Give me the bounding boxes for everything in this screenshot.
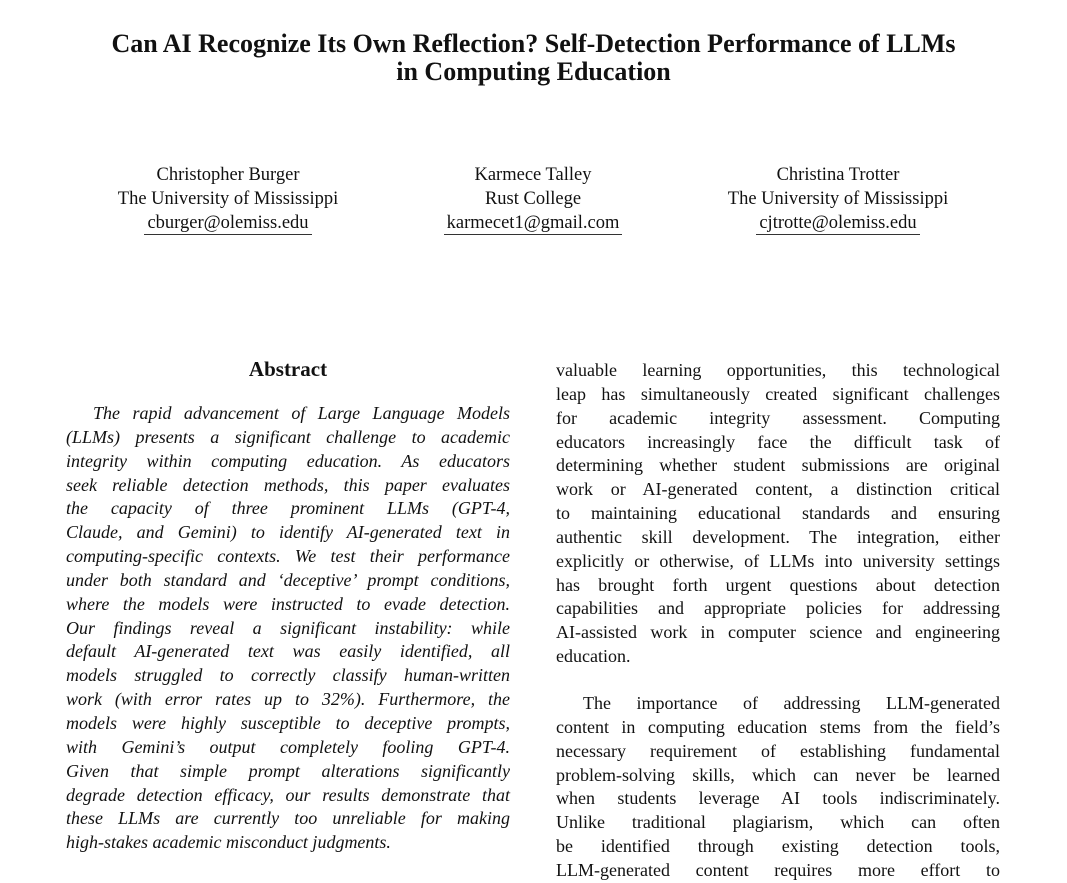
paper-title [0,30,1067,86]
author-name: Christopher Burger [156,165,300,185]
text-line: problem-solving skills, which can never be learned [556,764,1000,785]
body-paragraph [556,359,1000,669]
text-line: Unlike traditional plagiarism, which can often [556,812,1000,833]
text-line: LLM-generated content requires more effort to [556,859,1000,880]
text-line: has brought forth urgent questions about detection [556,574,1000,595]
text-line: capabilities and appropriate policies for addressing [556,598,1000,619]
text-line: for academic integrity assessment. Computing [556,407,1000,428]
author-email-link[interactable]: cburger@olemiss.edu [144,212,311,235]
author-email-link[interactable]: karmecet1@gmail.com [444,212,623,235]
text-line: (LLMs) presents a significant challenge to academic [66,426,510,447]
text-line: these LLMs are currently too unreliable for making [66,808,510,829]
author-block [688,163,988,235]
title-line: in Computing Education [396,57,671,86]
author-name: Christina Trotter [776,165,900,185]
text-line: computing-specific contexts. We test their performance [66,546,510,567]
text-line: necessary requirement of establishing fundamental [556,740,1000,761]
body-paragraph [556,692,1000,883]
text-line: education. [556,646,631,667]
text-line: work (with error rates up to 32%). Furthermore, the [66,689,510,710]
text-line: The rapid advancement of Large Language Models [93,403,510,423]
text-line: be identified through existing detection tools, [556,836,1000,857]
text-line: models struggled to correctly classify human-written [66,665,510,686]
text-line: with Gemini’s output completely fooling GPT-4. [66,736,510,757]
text-line: explicitly or otherwise, of LLMs into university settings [556,550,1000,571]
text-line: Our findings reveal a significant instability: while [66,617,510,638]
author-block [383,163,683,235]
text-line: The importance of addressing LLM-generated [583,693,1000,713]
text-line: leap has simultaneously created significant challenges [556,383,1000,404]
author-name: Karmece Talley [474,165,592,185]
text-line: Given that simple prompt alterations significantly [66,760,510,781]
title-line: Can AI Recognize Its Own Reflection? Self-Detection Performance of LLMs [111,29,956,58]
text-line: authentic skill development. The integration, either [556,526,1000,547]
author-email-link[interactable]: cjtrotte@olemiss.edu [756,212,919,235]
author-affiliation: Rust College [484,189,582,209]
text-line: high-stakes academic misconduct judgments. [66,832,391,853]
text-line: valuable learning opportunities, this technological [556,360,1000,380]
text-line: content in computing education stems from the field’s [556,716,1000,737]
author-affiliation: The University of Mississippi [727,189,949,209]
text-line: degrade detection efficacy, our results demonstrate that [66,784,510,805]
text-line: when students leverage AI tools indiscriminately. [556,788,1000,809]
text-line: work or AI-generated content, a distinction critical [556,479,1000,500]
text-line: educators increasingly face the difficult task of [556,431,1000,452]
abstract-heading: Abstract [248,357,328,381]
text-line: AI-assisted work in computer science and engineering [556,622,1000,643]
text-line: seek reliable detection methods, this paper evaluates [66,474,510,495]
author-block [78,163,378,235]
text-line: models were highly susceptible to deceptive prompts, [66,712,510,733]
text-line: to maintaining educational standards and ensuring [556,503,1000,524]
text-line: determining whether student submissions are original [556,455,1000,476]
author-affiliation: The University of Mississippi [117,189,339,209]
abstract-body [66,402,510,855]
text-line: where the models were instructed to evade detection. [66,593,510,614]
text-line: default AI-generated text was easily identified, all [66,641,510,662]
text-line: integrity within computing education. As educators [66,450,510,471]
text-line: under both standard and ‘deceptive’ prompt conditions, [66,569,510,590]
text-line: the capacity of three prominent LLMs (GPT-4, [66,498,510,519]
text-line: Claude, and Gemini) to identify AI-generated text in [66,522,510,543]
